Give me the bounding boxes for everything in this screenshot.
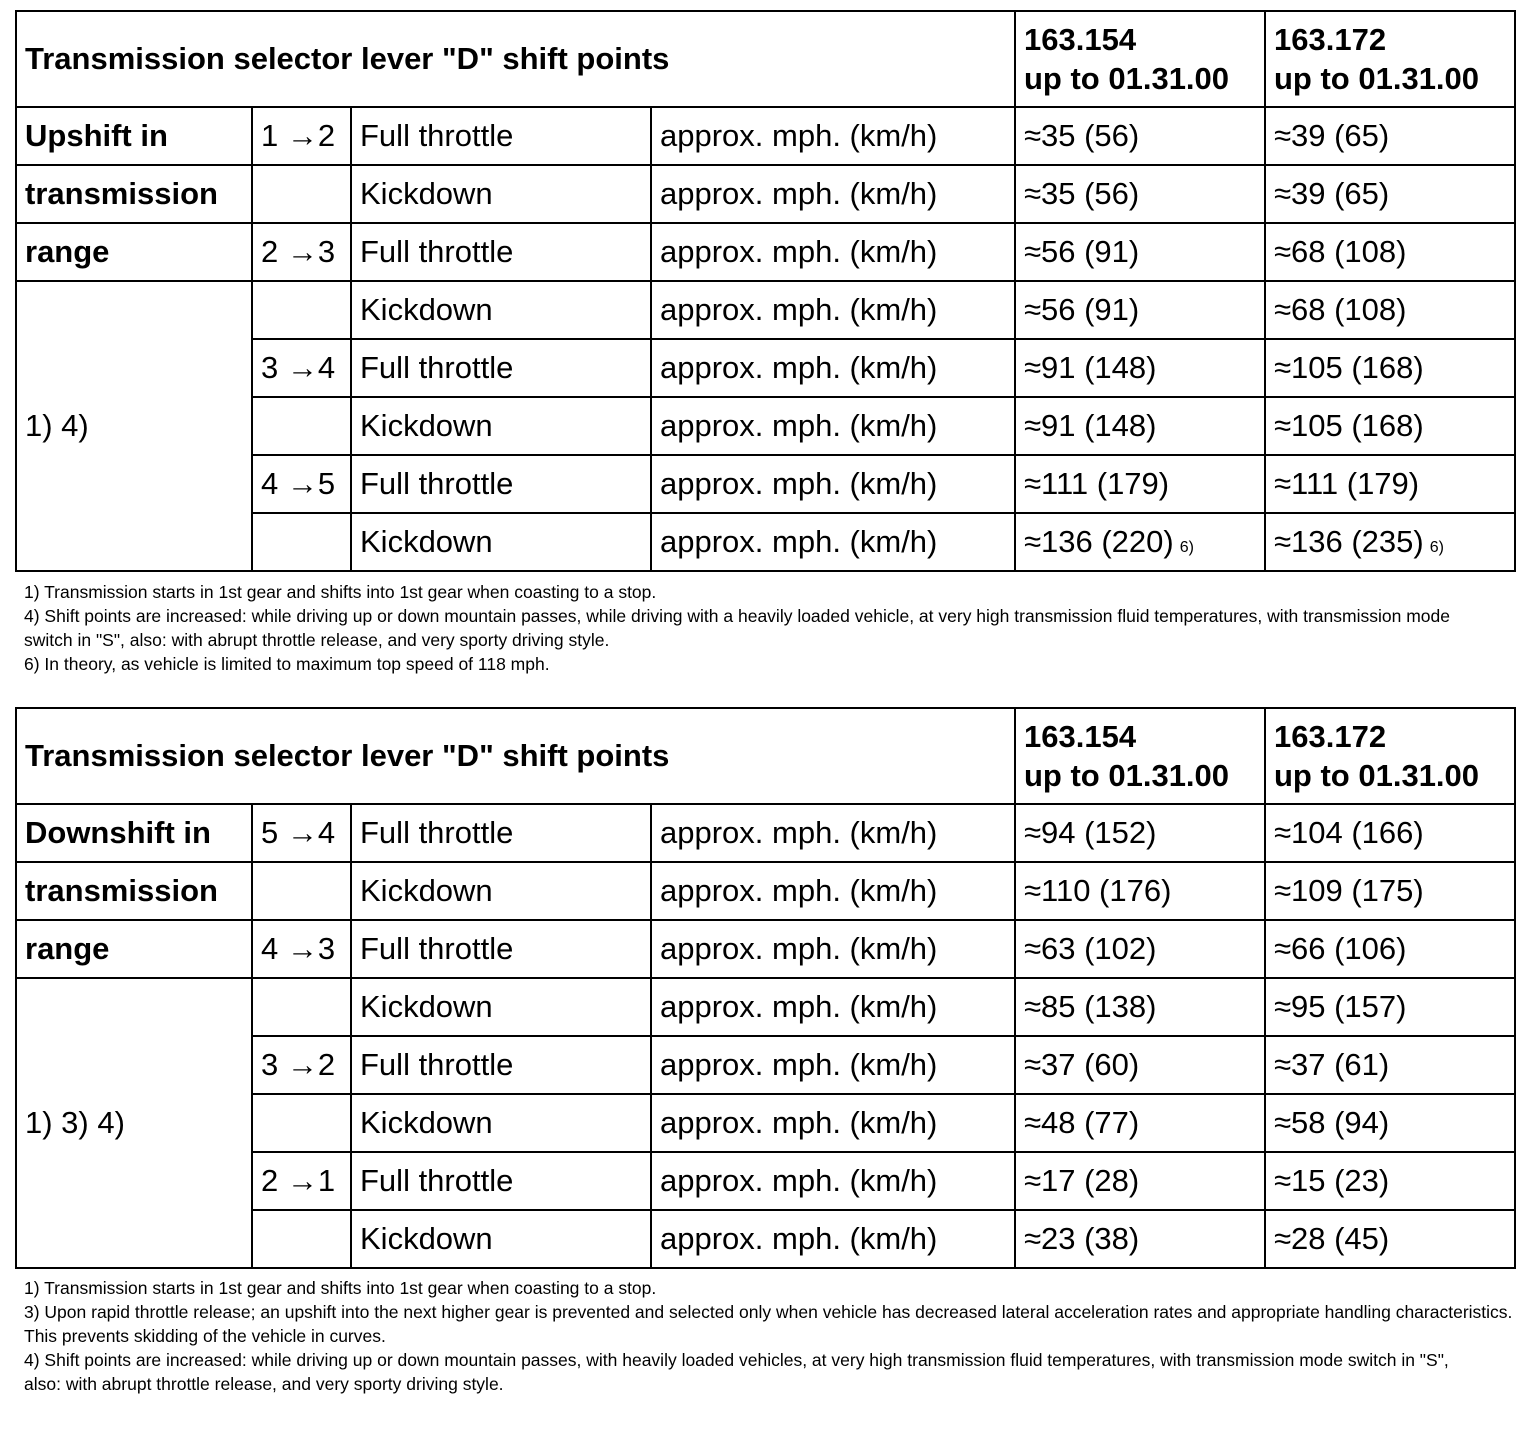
gear-cell: 2 →1: [252, 1152, 351, 1210]
value-b-cell: ≈37 (61): [1265, 1036, 1515, 1094]
unit-cell: approx. mph. (km/h): [651, 281, 1015, 339]
footnote: also: with abrupt throttle release, and very sporty driving style.: [24, 1374, 504, 1394]
value-a-cell: ≈63 (102): [1015, 920, 1265, 978]
gear-cell: [252, 1210, 351, 1268]
downshift-col-a-model: 163.154: [1024, 719, 1137, 754]
gear-cell: 2 →3: [252, 223, 351, 281]
mode-cell: Full throttle: [351, 804, 651, 862]
table-row: [16, 862, 1515, 920]
downshift-col-a-header: [1015, 708, 1265, 804]
value-b-cell: ≈28 (45): [1265, 1210, 1515, 1268]
mode-cell: Kickdown: [351, 281, 651, 339]
downshift-label-notes: 1) 3) 4): [16, 978, 252, 1268]
downshift-header-row: [16, 708, 1515, 804]
downshift-label-line1: Downshift in: [16, 804, 252, 862]
mode-cell: Kickdown: [351, 1210, 651, 1268]
mode-cell: Kickdown: [351, 1094, 651, 1152]
downshift-label-line3: range: [16, 920, 252, 978]
footnote: 6) In theory, as vehicle is limited to maximum top speed of 118 mph.: [24, 654, 550, 674]
footnote: 1) Transmission starts in 1st gear and shifts into 1st gear when coasting to a stop.: [24, 1278, 657, 1298]
value-a-cell: ≈85 (138): [1015, 978, 1265, 1036]
mode-cell: Kickdown: [351, 397, 651, 455]
upshift-label-notes: 1) 4): [16, 281, 252, 571]
table-row: [16, 804, 1515, 862]
unit-cell: approx. mph. (km/h): [651, 1094, 1015, 1152]
mode-cell: Full throttle: [351, 107, 651, 165]
upshift-label-line3: range: [16, 223, 252, 281]
mode-cell: Full throttle: [351, 1152, 651, 1210]
value-a-cell: ≈91 (148): [1015, 397, 1265, 455]
upshift-col-a-header: [1015, 11, 1265, 107]
unit-cell: approx. mph. (km/h): [651, 223, 1015, 281]
value-b-cell: ≈68 (108): [1265, 223, 1515, 281]
footnote: 4) Shift points are increased: while driving up or down mountain passes, with heavily loaded vehicles, at very high transmission fluid temperatures, with transmission mode switch in "S",: [24, 1350, 1449, 1370]
gear-cell: 4 →3: [252, 920, 351, 978]
upshift-table: [15, 10, 1516, 572]
value-b-cell: ≈58 (94): [1265, 1094, 1515, 1152]
value-text: ≈136 (220): [1024, 524, 1174, 559]
gear-cell: 3 →4: [252, 339, 351, 397]
value-a-cell: ≈56 (91): [1015, 281, 1265, 339]
table-row: [16, 165, 1515, 223]
value-a-cell: ≈111 (179): [1015, 455, 1265, 513]
table-row: [16, 223, 1515, 281]
footnote: 3) Upon rapid throttle release; an upshift into the next higher gear is prevented and selected only when vehicle has decreased lateral acceleration rates and appropriate handling characteristics.: [24, 1302, 1513, 1322]
gear-cell: [252, 1094, 351, 1152]
mode-cell: Kickdown: [351, 165, 651, 223]
downshift-label-line2: transmission: [16, 862, 252, 920]
gear-cell: 1 →2: [252, 107, 351, 165]
value-a-cell: ≈56 (91): [1015, 223, 1265, 281]
value-text: ≈136 (235): [1274, 524, 1424, 559]
value-a-cell: ≈23 (38): [1015, 1210, 1265, 1268]
upshift-header-row: [16, 11, 1515, 107]
downshift-col-b-header: [1265, 708, 1515, 804]
value-b-cell: ≈105 (168): [1265, 339, 1515, 397]
unit-cell: approx. mph. (km/h): [651, 1036, 1015, 1094]
unit-cell: approx. mph. (km/h): [651, 455, 1015, 513]
upshift-label-line1: Upshift in: [16, 107, 252, 165]
value-b-cell: ≈66 (106): [1265, 920, 1515, 978]
value-a-cell: ≈91 (148): [1015, 339, 1265, 397]
table-row: [16, 281, 1515, 339]
value-b-cell: ≈111 (179): [1265, 455, 1515, 513]
upshift-label-line2: transmission: [16, 165, 252, 223]
gear-cell: [252, 862, 351, 920]
value-b-cell: ≈39 (65): [1265, 165, 1515, 223]
value-b-cell: ≈39 (65): [1265, 107, 1515, 165]
gear-cell: [252, 978, 351, 1036]
value-b-cell: ≈105 (168): [1265, 397, 1515, 455]
value-a-cell: ≈35 (56): [1015, 165, 1265, 223]
value-b-cell: ≈109 (175): [1265, 862, 1515, 920]
mode-cell: Kickdown: [351, 862, 651, 920]
footnote-ref: 6): [1429, 539, 1444, 556]
upshift-col-a-date: up to 01.31.00: [1024, 61, 1230, 96]
value-a-cell: ≈48 (77): [1015, 1094, 1265, 1152]
unit-cell: approx. mph. (km/h): [651, 978, 1015, 1036]
value-b-cell: [1265, 513, 1515, 571]
mode-cell: Full throttle: [351, 223, 651, 281]
downshift-col-b-date: up to 01.31.00: [1274, 758, 1480, 793]
downshift-table: [15, 707, 1516, 1269]
value-b-cell: ≈15 (23): [1265, 1152, 1515, 1210]
table-row: [16, 978, 1515, 1036]
gear-cell: [252, 397, 351, 455]
footnote-ref: 6): [1179, 539, 1194, 556]
value-a-cell: ≈110 (176): [1015, 862, 1265, 920]
mode-cell: Full throttle: [351, 455, 651, 513]
unit-cell: approx. mph. (km/h): [651, 862, 1015, 920]
footnote: 1) Transmission starts in 1st gear and shifts into 1st gear when coasting to a stop.: [24, 582, 657, 602]
footnote: This prevents skidding of the vehicle in curves.: [24, 1326, 386, 1346]
gear-cell: 5 →4: [252, 804, 351, 862]
mode-cell: Full throttle: [351, 1036, 651, 1094]
footnote: switch in "S", also: with abrupt throttle release, and very sporty driving style.: [24, 630, 610, 650]
unit-cell: approx. mph. (km/h): [651, 107, 1015, 165]
value-b-cell: ≈68 (108): [1265, 281, 1515, 339]
value-b-cell: ≈95 (157): [1265, 978, 1515, 1036]
mode-cell: Kickdown: [351, 978, 651, 1036]
gear-cell: 4 →5: [252, 455, 351, 513]
unit-cell: approx. mph. (km/h): [651, 1210, 1015, 1268]
unit-cell: approx. mph. (km/h): [651, 920, 1015, 978]
table-row: [16, 107, 1515, 165]
unit-cell: approx. mph. (km/h): [651, 804, 1015, 862]
table-row: [16, 920, 1515, 978]
upshift-col-a-model: 163.154: [1024, 22, 1137, 57]
gear-cell: [252, 281, 351, 339]
unit-cell: approx. mph. (km/h): [651, 1152, 1015, 1210]
upshift-col-b-header: [1265, 11, 1515, 107]
mode-cell: Kickdown: [351, 513, 651, 571]
value-b-cell: ≈104 (166): [1265, 804, 1515, 862]
mode-cell: Full throttle: [351, 920, 651, 978]
upshift-footnotes: [24, 580, 1524, 676]
unit-cell: approx. mph. (km/h): [651, 165, 1015, 223]
value-a-cell: [1015, 513, 1265, 571]
downshift-col-b-model: 163.172: [1274, 719, 1387, 754]
downshift-col-a-date: up to 01.31.00: [1024, 758, 1230, 793]
unit-cell: approx. mph. (km/h): [651, 513, 1015, 571]
value-a-cell: ≈37 (60): [1015, 1036, 1265, 1094]
value-a-cell: ≈94 (152): [1015, 804, 1265, 862]
downshift-footnotes: [24, 1276, 1524, 1396]
gear-cell: [252, 513, 351, 571]
upshift-col-b-model: 163.172: [1274, 22, 1387, 57]
gear-cell: [252, 165, 351, 223]
downshift-title: Transmission selector lever "D" shift points: [16, 708, 1015, 804]
unit-cell: approx. mph. (km/h): [651, 397, 1015, 455]
upshift-title: Transmission selector lever "D" shift points: [16, 11, 1015, 107]
upshift-col-b-date: up to 01.31.00: [1274, 61, 1480, 96]
footnote: 4) Shift points are increased: while driving up or down mountain passes, while driving with a heavily loaded vehicle, at very high transmission fluid temperatures, with transmission mode: [24, 606, 1450, 626]
value-a-cell: ≈35 (56): [1015, 107, 1265, 165]
unit-cell: approx. mph. (km/h): [651, 339, 1015, 397]
mode-cell: Full throttle: [351, 339, 651, 397]
value-a-cell: ≈17 (28): [1015, 1152, 1265, 1210]
gear-cell: 3 →2: [252, 1036, 351, 1094]
